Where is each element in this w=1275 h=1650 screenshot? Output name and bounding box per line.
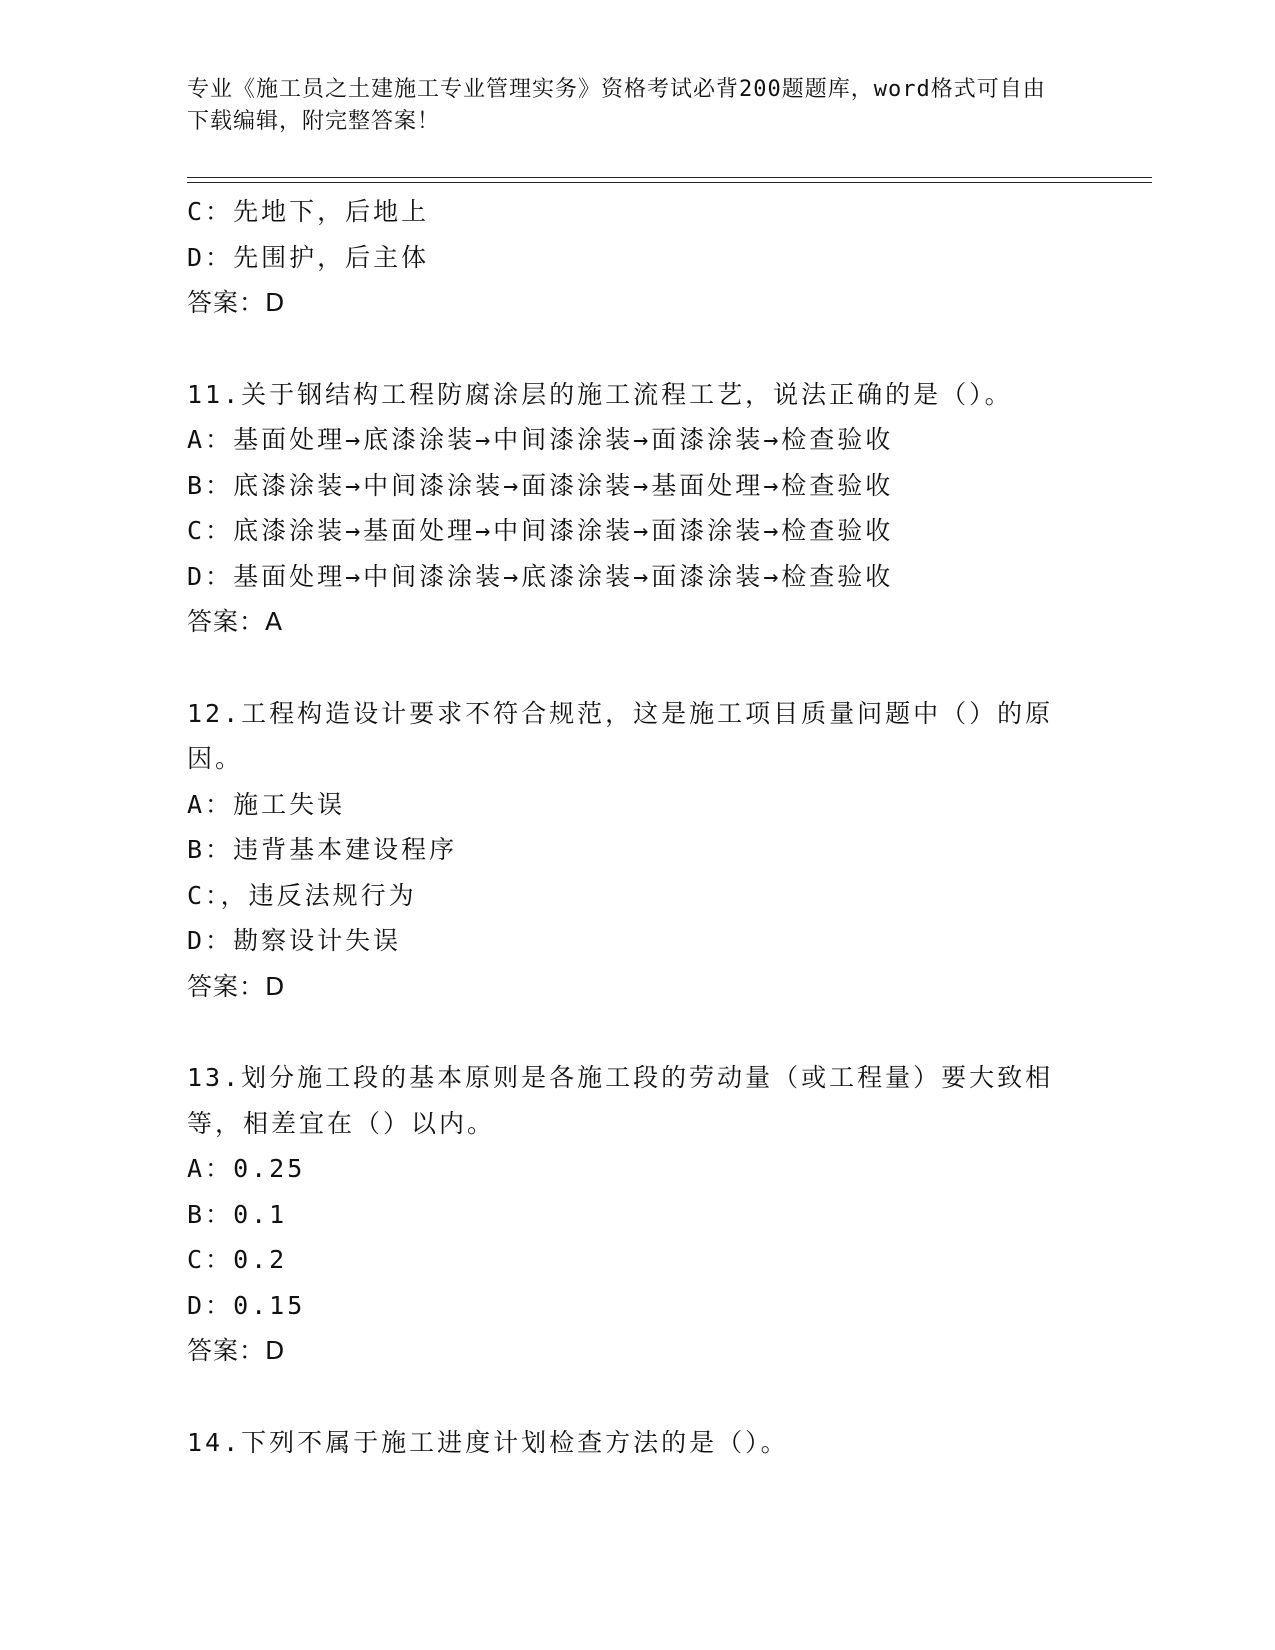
question-number: 12. <box>187 698 242 728</box>
option-key: B： <box>187 1199 234 1229</box>
option-text: 0.1 <box>233 1199 288 1229</box>
answer-label: 答案： <box>187 607 266 636</box>
option-key: C： <box>187 1245 234 1274</box>
option-text: 先围护，后主体 <box>233 242 430 272</box>
option-key: A： <box>187 1154 234 1183</box>
answer-line <box>187 280 1087 326</box>
answer-line <box>187 599 1087 645</box>
question-text: 工程构造设计要求不符合规范，这是施工项目质量问题中（）的原因。 <box>187 698 1054 773</box>
question-stem <box>187 1420 1087 1466</box>
option-key: A： <box>187 425 234 454</box>
option-a <box>187 1146 1087 1192</box>
option-a <box>187 417 1087 463</box>
option-text: 基面处理→底漆涂装→中间漆涂装→面漆涂装→检查验收 <box>233 425 894 454</box>
option-key: D： <box>187 1290 234 1320</box>
question-list <box>187 189 1087 1465</box>
spacer <box>187 1374 1087 1420</box>
option-key: D： <box>187 242 234 272</box>
question-number: 13. <box>187 1063 242 1092</box>
answer-value: D <box>265 971 286 1001</box>
answer-value: D <box>265 288 286 317</box>
question-number: 14. <box>187 1427 242 1457</box>
option-text: 先地下，后地上 <box>233 197 430 226</box>
spacer <box>187 645 1087 691</box>
question-text: 下列不属于施工进度计划检查方法的是（）。 <box>241 1427 789 1457</box>
header-divider-top <box>187 177 1152 178</box>
option-d <box>187 554 1087 600</box>
option-text: 施工失误 <box>233 789 346 819</box>
option-b <box>187 827 1087 873</box>
spacer <box>187 1009 1087 1055</box>
option-key: C： <box>187 197 234 226</box>
option-text: 0.15 <box>233 1290 306 1320</box>
answer-line <box>187 964 1087 1010</box>
option-text: 0.2 <box>233 1245 288 1274</box>
answer-label: 答案： <box>187 1336 266 1365</box>
answer-label: 答案： <box>187 288 266 317</box>
answer-value: D <box>265 1336 286 1365</box>
option-b <box>187 463 1087 509</box>
option-text: 0.25 <box>233 1154 306 1183</box>
question-text: 关于钢结构工程防腐涂层的施工流程工艺，说法正确的是（）。 <box>241 379 1013 409</box>
question-13 <box>187 1055 1087 1374</box>
option-d <box>187 1283 1087 1329</box>
option-text: ，违反法规行为 <box>220 880 417 910</box>
option-key: D： <box>187 926 234 955</box>
option-d <box>187 918 1087 964</box>
document-header: 专业《施工员之土建施工专业管理实务》资格考试必背200题题库，word格式可自由下载编辑，附完整答案！ <box>187 77 1046 134</box>
option-text: 违背基本建设程序 <box>233 835 458 864</box>
option-text: 底漆涂装→基面处理→中间漆涂装→面漆涂装→检查验收 <box>233 516 894 545</box>
question-14 <box>187 1420 1087 1466</box>
question-stem <box>187 1055 1067 1146</box>
option-b <box>187 1192 1087 1238</box>
spacer <box>187 326 1087 372</box>
option-a <box>187 782 1087 828</box>
option-text: 勘察设计失误 <box>233 926 402 955</box>
option-c <box>187 1237 1087 1283</box>
answer-line <box>187 1328 1087 1374</box>
option-key: C： <box>187 516 234 545</box>
option-key: B： <box>187 470 234 500</box>
header-divider-bottom <box>187 182 1152 183</box>
option-c <box>187 873 1087 919</box>
option-text: 底漆涂装→中间漆涂装→面漆涂装→基面处理→检查验收 <box>233 470 894 500</box>
option-key: D： <box>187 561 234 591</box>
option-key: B： <box>187 835 234 864</box>
option-text: 基面处理→中间漆涂装→底漆涂装→面漆涂装→检查验收 <box>233 561 894 591</box>
option-key: C： <box>187 880 221 910</box>
option-d <box>187 235 1087 281</box>
option-key: A： <box>187 789 234 819</box>
option-c <box>187 508 1087 554</box>
answer-value: A <box>265 607 284 636</box>
question-stem <box>187 691 1067 782</box>
question-10 <box>187 189 1087 326</box>
question-11 <box>187 372 1087 645</box>
question-number: 11. <box>187 379 242 409</box>
question-12 <box>187 691 1087 1010</box>
option-c <box>187 189 1087 235</box>
question-text: 划分施工段的基本原则是各施工段的劳动量（或工程量）要大致相等，相差宜在（）以内。 <box>187 1063 1054 1138</box>
question-stem <box>187 372 1087 418</box>
answer-label: 答案： <box>187 971 266 1001</box>
